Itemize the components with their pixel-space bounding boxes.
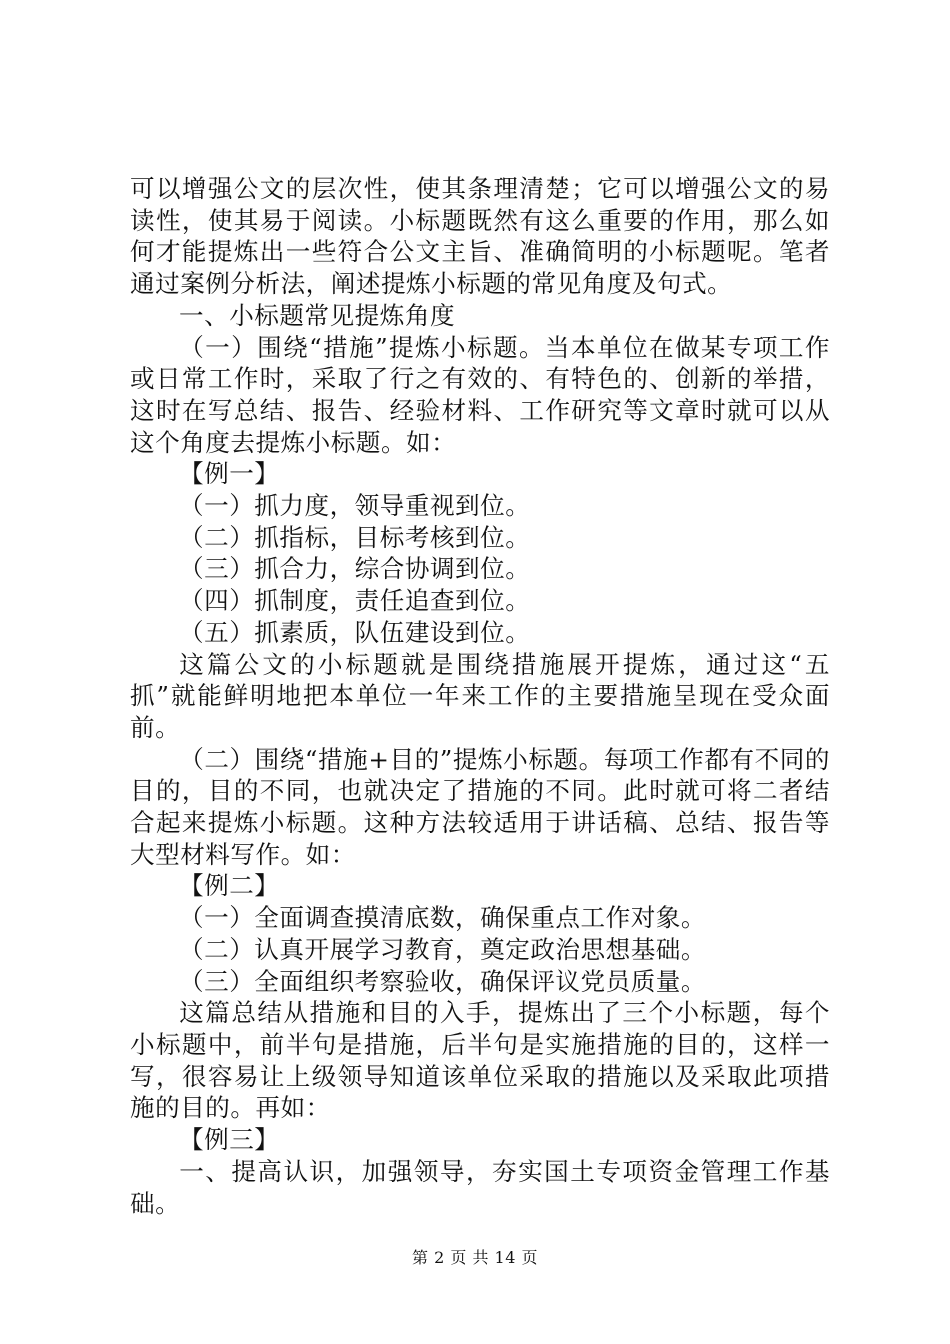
paragraph-example-1-note: 这篇公文的小标题就是围绕措施展开提炼，通过这“五抓”就能鲜明地把本单位一年来工作的主要措施呈现在受众面前。 [130,649,830,742]
section-heading: 一、小标题常见提炼角度 [179,300,456,330]
example-1-item: （一）抓力度，领导重视到位。 [179,491,531,521]
example-label-3: 【例三】 [179,1125,280,1155]
example-3-item: 一、提高认识，加强领导，夯实国土专项资金管理工作基础。 [130,1156,830,1218]
paragraph-example-2-note: 这篇总结从措施和目的入手，提炼出了三个小标题，每个小标题中，前半句是措施，后半句是实施措施的目的，这样一写，很容易让上级领导知道该单位采取的措施以及采取此项措施的目的。再如： [130,998,830,1123]
example-2-item: （三）全面组织考察验收，确保评议党员质量。 [179,966,706,996]
example-2-item: （一）全面调查摸清底数，确保重点工作对象。 [179,903,706,933]
paragraph-measures: （一）围绕“措施”提炼小标题。当本单位在做某专项工作或日常工作时，采取了行之有效的、有特色的、创新的举措，这时在写总结、报告、经验材料、工作研究等文章时就可以从这个角度去提炼小标题。如： [130,332,830,457]
example-2-item: （二）认真开展学习教育，奠定政治思想基础。 [179,934,706,964]
example-label-2: 【例二】 [179,871,280,901]
example-1-item: （五）抓素质，队伍建设到位。 [179,617,531,647]
example-1-item: （三）抓合力，综合协调到位。 [179,554,531,584]
example-1-item: （二）抓指标，目标考核到位。 [179,522,531,552]
document-body [130,173,830,1219]
paragraph-measures-purpose: （二）围绕“措施+目的”提炼小标题。每项工作都有不同的目的，目的不同，也就决定了措施的不同。此时就可将二者结合起来提炼小标题。这种方法较适用于讲话稿、总结、报告等大型材料写作。如： [130,744,830,869]
paragraph-intro: 可以增强公文的层次性，使其条理清楚；它可以增强公文的易读性，使其易于阅读。小标题既然有这么重要的作用，那么如何才能提炼出一些符合公文主旨、准确简明的小标题呢。笔者通过案例分析法，阐述提炼小标题的常见角度及句式。 [130,174,830,299]
example-label-1: 【例一】 [179,459,280,489]
example-1-item: （四）抓制度，责任追查到位。 [179,586,531,616]
page-footer: 第 2 页 共 14 页 [412,1248,538,1267]
